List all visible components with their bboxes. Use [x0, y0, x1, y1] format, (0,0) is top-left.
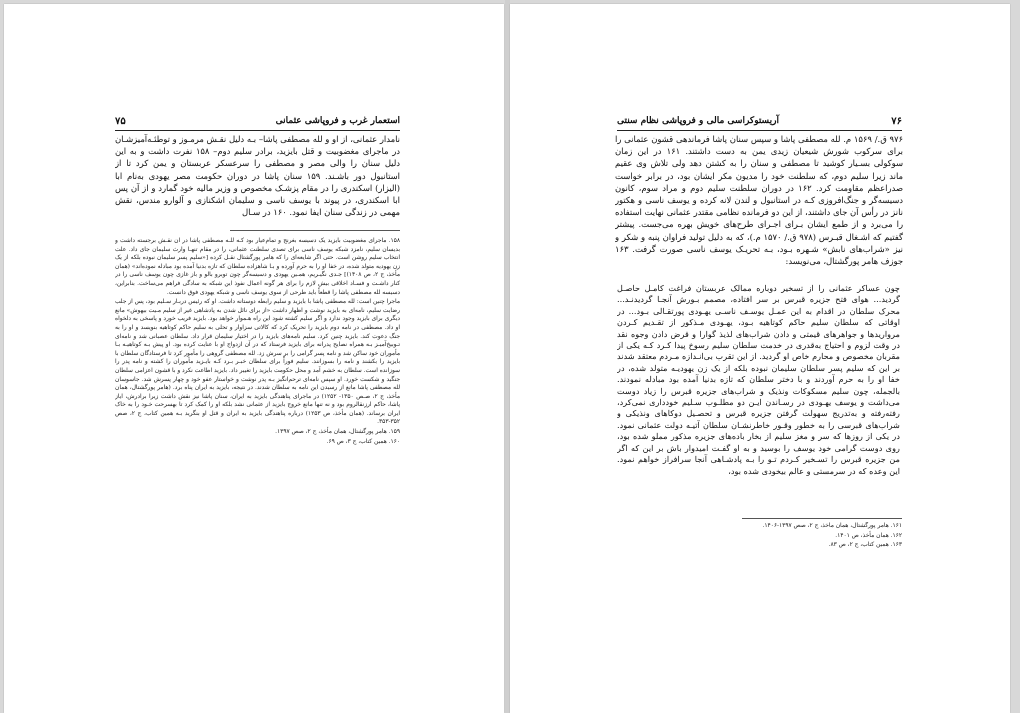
footnote-158: ۱۵۸. ماجرای مغضوبیت بایزید یک دسیسه بغرنج و تمام‌عیار بود کـه للـه مصطفی پاشا در آن نقـش برجسته داشت و بدیسان سلیم، نامزد شبکه یوسف ناسی برای تصدی سلطنت عثمانی، را در مقام تنهـا وارث سلیمان جای داد. علت انتخاب سلیم روشن است. حتی اگر شایعه‌ای را که هامر پورگشتال نقـل کرده [«سلیم پسر سلیمان نبوده بلکه از یک زن یهودیه متولد شده، در خفا او را به حرم آورده‌ و بـا شاهزاده سلطان که تازه بدنیا آمده بود مبادله نموده‌اند» (همان مأخذ، ج ۲، ص ۱۴۰۸)] جـدی نگیـریم، همـین یهودی و دسیسه‌گر چون توبرو بالو و باز غازی چون یوسف ناسی را در کنار داشـت و فسـاد اخلاقی بیش لازم را برای هر گونه اعمال نفوذ این شبکه به سادگی فراهم می‌ساخت. بنابراین، دسیسه لله مصطفی پاشا را قطعاً باید طرحی از سوی یوسف ناسی و شبکه یهودی فوق دانست. — [115, 238, 400, 296]
footnote-160: ۱۶۰. همین کتاب، ج ۳، ص ۶۹. — [326, 438, 400, 445]
left-body-paragraph: نامدار عثمانی، از او و لله مصطفی پاشا– بـه دلیل نقـش مرمـوز و توطئـه‌آمیزشـان در ماجرای مغضوبیت و قتل بایزید، برادر سلیم دوم– ۱۵۸ نفرت داشت و به این دلیل سنان را والی مصر و مصطفی را سرعسکر عربستان و یمن کرد تا از استانبول دور باشـند. ۱۵۹ سنان پاشا در دوران حکومت مصر یهودی به‌نام ابا (الیزار) اسکندری را در مقام پزشـک مخصوص و وزیر مالیه خود گمارد و از آن پس ابا اسکندری، در پیوند با یوسف ناسی و سلیمان اشکنازی و آلوارو مندس، نقش مهمی در زندگی سنان ایفا نمود. ۱۶۰ در سـال — [115, 134, 400, 218]
left-page-number: ۷۵ — [115, 116, 126, 127]
footnote-158-continued: ماجرا چنین است: لله مصطفی پاشا با بایزید و سلیم رابطه دوستانه داشت. او که رئیس دربـار سـلیم بود، پس از جلب رضایت سلیم، نامه‌ای به بایزید نوشت و اظهار داشت «از برای نائل شدن به پادشاهی غیر از سلیم مـیت بیهوش» مانع دیگری برای بایزید وجود ندارد و اگر سلیم کشته شود این راه هـموار خواهد بود. بایزید فریب خورد و پاسخی به دلخواه او داد. مصطفی در نامه دوم بایزید را تحریک کرد که کالاتی سزاوار و تحلی به سلیم حاکم کوتاهیه بنویسد و او را به جنگ دعوت کند. بایزید چنین کرد. سلیم نامه‌های بایزید را در اختیار سلیمان قرار داد. سلطان عصبانی شد و نامه‌ای تـوبیخ‌آمیـز بـه همراه نصایح پدرانه برای بایزید فرستاد که در آن ازدواج او با عنایت کرده بود. او پیش بـه کوتاهیـه بـا مأموران خود ساکن شد و نامه پسر گرامی را بر سرش زد. لله مصطفی گروهی را مأمور کرد تا فرستادگان سلطان با بایزید را بکشند و نامه را بسوزانند. سلیم فوراً برای سلطان خبـر بـرد کـه بایـزید مأموران را کشته و نامه پدر را سوزانده است. سلطان به خشم آمد و محل حکومت بایزید را تغییر داد. بایزید اطاعت نکرد و با قشون اعزامی سلطان جنگید و شکست خورد. او سپس نامه‌ای ترحم‌انگیز بـه پدر نوشت و خواستار عفو خود و چهار پسرش شد. جاسوسان لله مصطفی پاشا مانع از رسیدن این نامه به سلطان شدند. در نتیجه، بایزید به ایران پناه برد. (هامر پورگشتال، همان مأخذ، ج ۲، صـص ۱۳۵۰- ۱۲۵۲) در ماجرای پناهندگی بایزید به ایران، سنان پاشا نیز نقش داشت زیرا برادرش، ایاز پاشا، حاکم ارزنقالروم بود و نه تنها مانع خروج بایزید از عثمانی نشد بلکه او را کمک کرد تا بهسرحت خـود را به خاک ایران برساند. (همان مأخذ، ص ۱۲۵۳) درباره پناهندگی بایزید به ایران و قتل او بنگرید بـه همین کتاب، ج ۲، صص ۳۵۲-۳۵۳. — [115, 299, 400, 426]
footnote-161: ۱۶۱. هامر پورگشتال، همان مأخذ، ج ۲، صص ۱۳۹۷-۱۴۰۶. — [762, 523, 902, 529]
right-page — [510, 4, 1010, 713]
footnote-162: ۱۶۲. همان مأخذ، ص ۱۴۰۱. — [835, 532, 902, 539]
left-footnote-rule — [230, 230, 400, 231]
quote-paragraph: چون عساکر عثمانی را از تسخیر دوباره ممالک عربستان فراغت کامـل حاصـل گردید... هوای فتح جزیره قبرس بر سر افتاده، مصمم بـورش آنجـا گردیدنـد... محرک سلطان در اقدام به این عمـل یوسـف ناسـی یهـودی پورتقـالی بـود... در اوقاتی که سلطان سلیم حاکم کوتاهیه بـود، یهـودی مـذکور از تقـدیم کـردن مرواریدها و جواهرهای قیمتی و دادن شراب‌های لذیذ گوارا و قرض دادن وجوه نقد در وقت لزوم و احتیاج به‌قدری در خدمت سلطان سلیم رسوخ پیدا کـرد کـه یکی از مقربان مخصوص و محارم خاص او گردید. از این تقرب بی‌انـدازه مـردم معتقد شدند بر این که سلیم پسر سلطان سلیمان نبوده بلکه از یک زن یهودیـه متولد شده، در خفا او را به حرم آوردند و با دختر سلطان که تازه بدنیا آمده بود مبادله نمودند. بالجمله، چون سلیم مسکوکات ونذیک و شراب‌های جزیره قبرس را زیاد دوست می‌داشت و یوسف یهـودی در رسـاندن ایـن دو مطلـوب سـلیم خودداری نمی‌کرد، رفته‌رفته و به‌تدریج سهولت گرفتن جزیره قبرس و تحصـیل دوکاهای ونذیکی و شراب‌های قبرسی را به‌ خطور وقـور خاطرنشـان سلطان آتیـه دولت عثمانی نمود. در یکی از روزها که سر و مغز سلیم از بخار باده‌های جزیره مذکور مملو شده بود، روی دوست گرامی خود یوسف را بوسید و به او گفـت امیدوار باش بر این که اگر من جزیره قبرس را تسـخیر کـردم تـو را بـه پادشـاهی آنجا سرافراز خواهم نمود. این وعده که در سرمستی و عالم بیخودی شده بود، — [617, 283, 900, 476]
right-body-text — [615, 133, 903, 279]
left-page — [4, 4, 504, 713]
left-running-title: استعمار غرب و فروپاشی عثمانی — [275, 116, 400, 126]
left-footnotes — [115, 237, 400, 565]
footnote-163: ۱۶۳. همین کتاب، ج ۲، ص ۸۳. — [828, 542, 902, 549]
right-page-number: ۷۶ — [891, 116, 902, 127]
right-body-paragraph: ۹۷۶ ق./ ۱۵۶۹ م. لله مصطفی پاشا و سپس سنان پاشا فرماندهی قشون عثمانی را برای سرکوب شورش شیعیان زیدی یمن به دست داشتند. ۱۶۱ در این زمان سوکولی بسـیار کوشید تا مصطفی و سنان را به کشتن دهد ولی تلاش وی عقیم ماند زیرا سلیم دوم، که سلطنت خود را مدیون مکر ایشان بود، در برابر خواست صدراعظم مقاومت کرد. ۱۶۲ در دوران سلطنت سلیم دوم و مراد سوم، کانون دسیسه‌گر و جنگ‌افروزی کـه در استانبول و لندن لانه کرده و یوسف ناسی و هکتور نانز در رأس آن جای داشتند، از این دو فرمانده نظامی مقتدر عثمانی نهایت استفاده را می‌برد و از طمع ایشان بـرای اجـرای طرح‌های خویش بهره می‌جست. پیشتر گفتیم که اشـغال قبـرس (۹۷۸ ق./ ۱۵۷۰ م.)، که به دلیل تولید فراوان پنبه و شکر و نیز «شراب‌های نابش» شـهره بـود، بـه تحریـک یوسف ناسی صورت گرفت. ۱۶۳ جوزف هامر پورگشتال، می‌نویسد: — [615, 134, 903, 267]
right-page-header — [617, 116, 902, 131]
right-running-title: آریستوکراسی مالی و فروپاشی نظام سنتی — [617, 116, 779, 126]
right-footnote-rule — [742, 518, 902, 519]
right-footnotes — [617, 522, 902, 562]
footnote-159: ۱۵۹. هامر پورگشتال، همان مأخذ، ج ۲، صص ۱۳۹۷. — [275, 429, 400, 436]
left-page-header — [115, 116, 400, 131]
left-body-text — [115, 133, 400, 221]
right-quote-block — [617, 283, 900, 509]
